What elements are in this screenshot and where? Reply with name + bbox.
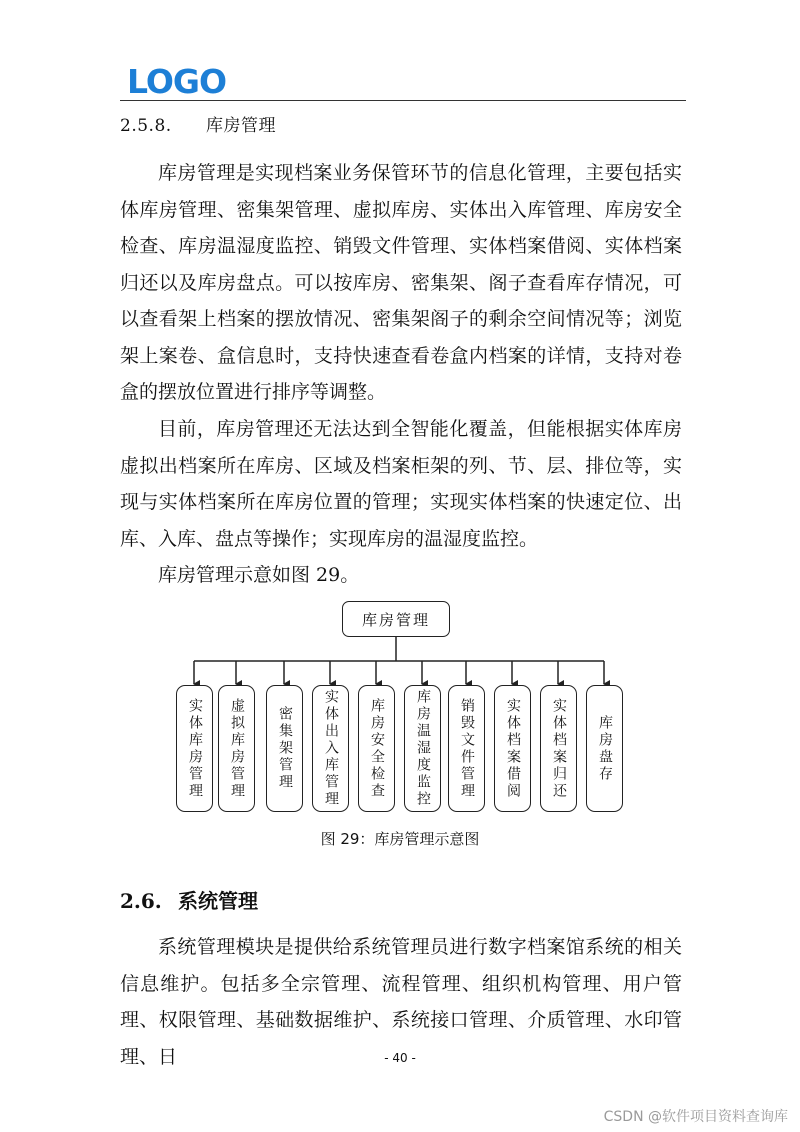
- figure-caption: 图 29：库房管理示意图: [320, 830, 480, 848]
- section2-heading: [120, 885, 258, 914]
- body-paragraph: 目前，库房管理还无法达到全智能化覆盖，但能根据实体库房虚拟出档案所在库房、区域及档案柜架的列、节、层、排位等，实现与实体档案所在库房位置的管理；实现实体档案的快速定位、出库、入库、盘点等操作；实现库房的温湿度监控。: [120, 418, 682, 550]
- diagram-child-node: 实体出入库管理: [312, 685, 349, 812]
- diagram-child-node: 库房盘存: [586, 685, 623, 812]
- logo: [127, 63, 227, 99]
- warehouse-management-diagram: [170, 596, 640, 818]
- section-number: 2.5.8.: [120, 116, 172, 136]
- diagram-child-node: 库房温湿度监控: [404, 685, 441, 812]
- section-title: 库房管理: [206, 116, 276, 136]
- section-heading: [120, 111, 276, 136]
- diagram-child-node: 实体档案借阅: [494, 685, 531, 812]
- body-paragraph: 系统管理模块是提供给系统管理员进行数字档案馆系统的相关信息维护。包括多全宗管理、流程管理、组织机构管理、用户管理、权限管理、基础数据维护、系统接口管理、介质管理、水印管理、日: [120, 936, 682, 1068]
- diagram-child-node: 实体档案归还: [540, 685, 577, 812]
- body-paragraph: 库房管理是实现档案业务保管环节的信息化管理，主要包括实体库房管理、密集架管理、虚拟库房、实体出入库管理、库房安全检查、库房温湿度监控、销毁文件管理、实体档案借阅、实体档案归还以及库房盘点。可以按库房、密集架、阁子查看库存情况，可以查看架上档案的摆放情况、密集架阁子的剩余空间情况等；浏览架上案卷、盒信息时，支持快速查看卷盒内档案的详情，支持对卷盒的摆放位置进行排序等调整。: [120, 162, 682, 403]
- page-number: - 40 -: [384, 1051, 416, 1065]
- diagram-child-node: 密集架管理: [266, 685, 303, 812]
- diagram-child-node: 实体库房管理: [176, 685, 213, 812]
- header-divider: [120, 100, 686, 101]
- diagram-child-node: 库房安全检查: [358, 685, 395, 812]
- svg-text:LOGO: LOGO: [127, 63, 227, 99]
- diagram-root-node: 库房管理: [342, 601, 450, 637]
- diagram-child-node: 虚拟库房管理: [218, 685, 255, 812]
- figure-reference-paragraph: 库房管理示意如图 29。: [158, 564, 360, 586]
- watermark: CSDN @软件项目资料查询库: [603, 1109, 788, 1125]
- section2-title: 系统管理: [178, 889, 258, 913]
- section2-number: 2.6.: [120, 889, 162, 913]
- diagram-child-node: 销毁文件管理: [448, 685, 485, 812]
